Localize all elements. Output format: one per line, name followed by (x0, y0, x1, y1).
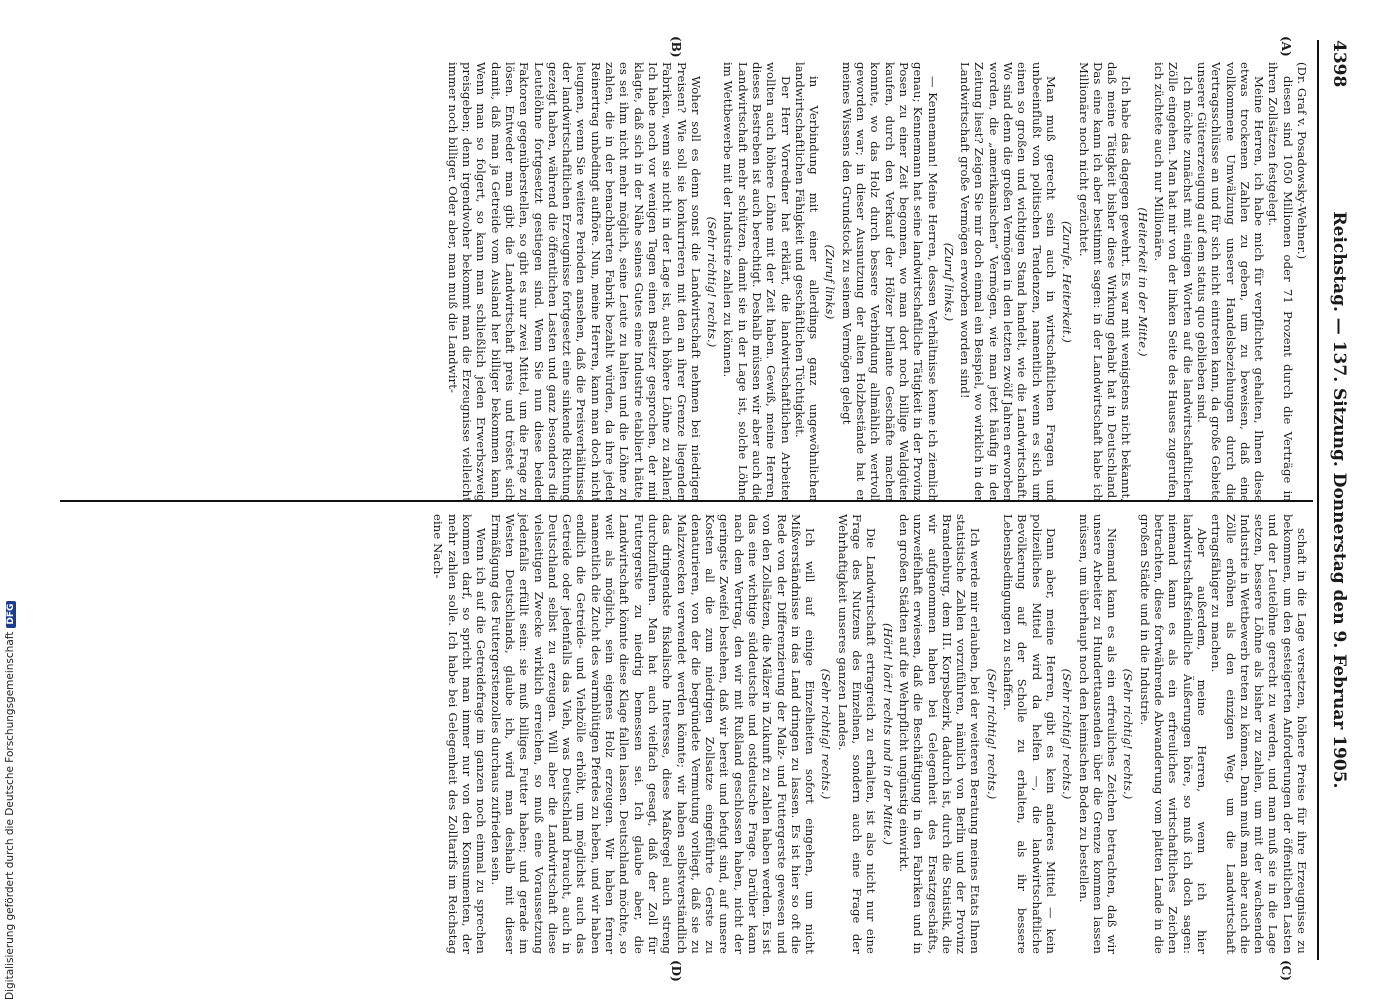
interjection: (Sehr richtig! rechts.) (819, 668, 834, 800)
left-column (445, 62, 1309, 502)
paragraph: Ich habe das dagegen gewehrt. Es war mit wenigstens nicht bekannt, daß meine Tätigkeit bisher diese Wirkung gehabt hat in Deutschland. Das eine kann ich aber bestimmt sagen: in der Landwirtschaft habe ich Millionäre noch nicht gezüchtet. (1076, 62, 1134, 502)
paragraph: Ich will auf einige Einzelheiten sofort eingehen, um nicht Mißverständnisse in das Land dringen zu lassen. Es ist hier so oft die Rede von der Differenzierung der Malz- und Futtergerste gewesen und von den Zollsätzen, die Mälzer in Zukunft zu zahlen haben werden. Es ist das eine wichtige süddeutsche und ostdeutsche Frage. Darüber kann nach dem Vertrag, den wir mit Rußland geschlossen haben, nicht der geringste Zweifel bestehen, daß wir bereit und befugt sind, auf unsere Kosten all die zum niedrigen Zollsatze eingeführte Gerste zu denaturieren, von der die begründete Vermutung vorliegt, daß sie zu Malzzwecken verwendet werden könnte; wir haben selbstverständlich das dringendste fiskalische Interesse, diese Maßregel auch streng durchzuführen. Man hat auch vielfach gesagt, daß der Zoll für Futtergerste zu niedrig bemessen sei. Ich glaube aber, die Landwirtschaft könnte diese Klage fallen lassen. Deutschland möchte, so weit als möglich, sein eigenes Holz erzeugen. Wir haben ferner namentlich die Zucht des warmblütigen Pferdes zu heben, und wir haben endlich die Getreide- und Viehzölle erhöht, um möglichst auch das Getreide oder jedenfalls das Vieh, was Deutschland braucht, auch in Deutschland selbst zu erzeugen. Will aber die Landwirtschaft diese vielseitigen Zwecke wirklich erreichen, so muß eine Voraussetzung jedenfalls erfüllt sein: sie muß billiges Futter haben; und gerade im Westen Deutschlands, glaube ich, wird man deshalb mit dieser Ermäßigung des Futtergerstenzolles durchaus zufrieden sein. (488, 514, 818, 954)
interjection: (Zuruf links.) (941, 242, 956, 322)
paragraph: Der Herr Vorredner hat erklärt, die landwirtschaftlichen Arbeiter wollten auch höhere Löhne mit der Zeit haben. Gewiß, meine Herren, dieses Bestreben ist auch berechtigt. Deshalb müssen wir aber auch die Landwirtschaft mehr schützen, damit sie in der Lage ist, solche Löhne im Wettbewerbe mit der Industrie zahlen zu können. (721, 62, 793, 502)
speaker-name: (Dr. Graf v. Posadowsky-Wehner.) (1295, 62, 1309, 260)
paragraph: Ich möchte zunächst mit einigen Worten auf die landwirtschaftlichen Zölle eingehen. Man hat mir von der linken Seite des Hauses zugerufen, ich züchtete auch nur Millionäre. (1152, 62, 1195, 502)
page-header (1315, 40, 1355, 960)
margin-mark-b: (B) (669, 36, 683, 58)
interjection: (Sehr richtig! rechts.) (1121, 668, 1136, 800)
dfg-logo-icon: DFG (6, 601, 16, 628)
right-column (431, 514, 1309, 954)
interjection: (Hört! hört! rechts und in der Mitte.) (880, 623, 895, 845)
footer-text: Digitalisierung gefördert durch die Deutsche Forschungsgemeinschaft (4, 631, 16, 1000)
paragraph: Dann aber, meine Herren, gibt es kein anderes Mittel — kein polizeiliches Mittel wird da helfen —, die landwirtschaftliche Bevölkerung auf der Scholle zu erhalten, als ihr bessere Lebensbedingungen zu schaffen. (1001, 514, 1058, 954)
interjection: (Zurufe. Heiterkeit.) (1060, 221, 1075, 343)
paragraph: diesen sind 1050 Millionen oder 71 Prozent durch die Verträge in ihren Zollsätzen festgelegt. (1266, 62, 1295, 502)
paragraph: Ich werde mir erlauben, bei der weiteren Beratung meines Etats Ihnen statistische Zahlen vorzuführen, nämlich von Berlin und der Provinz Brandenburg, dem III. Korpsbezirk, dadurch ist, durch die Statistik, die wir aufgenommen haben bei Gelegenheit des Ersatzgeschäfts, unzweifelhaft erwiesen, daß die Beschäftigung in den Fabriken und in den großen Städten auf die Wehrpflicht ungünstig einwirkt. (896, 514, 983, 954)
margin-mark-a: (A) (1279, 36, 1293, 57)
paragraph: Niemand kann es als ein erfreuliches Zeichen betrachten, daß wir unsere Arbeiter zu Hunderttausenden über die Grenze kommen lassen müssen, um überhaupt noch den heimischen Boden zu bestellen. (1076, 514, 1120, 954)
paragraph: Woher soll es denn sonst die Landwirtschaft nehmen bei niedrigen Preisen? Wie soll sie konkurrieren mit den an ihrer Grenze liegenden Fabriken, wenn sie nicht in der Lage ist, auch höhere Löhne zu zahlen? Ich habe noch vor wenigen Tagen einen Besitzer gesprochen, der mir klagte, daß sich in der Nähe seines Gutes eine Industrie etabliert hätte, es sei ihm nicht mehr möglich, seine Leute zu halten und die Löhne zu zahlen, die in der benachbarten Fabrik bezahlt würden, da ihre jeder Reinertrag unbedingt aufhöre. Nun, meine Herren, kann man doch nicht leugnen, wenn Sie weitere Perioden ansehen, daß die Preisverhältnisse der landwirtschaftlichen Erzeugnisse fortgesetzt eine sinkende Richtung gezeigt haben, während die öffentlichen Lasten und ganz besonders die Leutelöhne fortgesetzt gestiegen sind. Wenn Sie nun diese beiden Faktoren gegenüberstellen, so gibt es nur zwei Mittel, um die Frage zu lösen. Entweder man gibt die Landwirtschaft preis und tröstet sich damit, daß man ja Getreide vom Ausland her billiger bekommen kann. Wenn man so folgert, so kann man schließlich jeden Erwerbszweig preisgeben; denn irgendwoher bekommt man die Erzeugnisse vielleicht immer noch billiger. Oder aber, man muß die Landwirt- (445, 62, 703, 502)
digitization-footer (4, 601, 16, 1000)
interjection: (Heiterkeit in der Mitte.) (1135, 207, 1150, 357)
paragraph: Wenn ich auf die Getreidefrage im ganzen noch einmal zu sprechen kommen darf, so spricht man immer nur von den Konsumenten, der mehr zahlen solle. Ich habe bei Gelegenheit des Zolltarifs im Reichstag eine Nach- (431, 514, 489, 954)
interjection: (Sehr richtig! rechts.) (1060, 668, 1075, 800)
paragraph: schaft in die Lage versetzen, höhere Preise für ihre Erzeugnisse zu bekommen, um den gesteigerten Anforderungen der öffentlichen Lasten und der Leutelöhne gerecht zu werden, und man muß sie in die Lage setzen, bessere Löhne als bisher zu zahlen, um mit der wachsenden Industrie in Wettbewerb treten zu können. Dann muß man aber auch die Zölle erhöhen als den einzigen Weg, um die Landwirtschaft ertragsfähiger zu machen. (1209, 514, 1309, 954)
paragraph: Aber außerdem, meine Herren, wenn ich hier landwirtschaftsfeindliche Äußerungen höre, so muß ich doch sagen: niemand kann es als ein erfreuliches wirtschaftliches Zeichen betrachten, diese fortwährende Abwanderung vom platten Lande in die großen Städte und in die Industrie. (1137, 514, 1209, 954)
running-title: Reichstag. — 137. Sitzung. Donnerstag den 9. Februar 1905. (1329, 211, 1349, 789)
paragraph: Meine Herren, ich habe mich für verpflichtet gehalten, Ihnen diese etwas trockenen Zahlen zu geben, um zu beweisen, daß eine vollkommene Umwälzung unserer Handelsbeziehungen durch die Vertragsschlüsse an und für sich nicht eintreten kann, da große Gebiete unserer Gütererzeugung auf dem status quo geblieben sind. (1194, 62, 1267, 502)
header-rule (1317, 40, 1319, 960)
interjection: (Sehr richtig! rechts.) (705, 216, 720, 348)
page-number: 4398 (1329, 40, 1349, 88)
paragraph: in Verbindung mit einer allerdings ganz ungewöhnlichen landwirtschaftlichen Fähigkeit und geschäftlichen Tüchtigkeit. (792, 62, 822, 502)
paragraph: Man muß gerecht sein auch in wirtschaftlichen Fragen und unbeeinflußt von politischen Tendenzen, namentlich wenn es sich um einen so großen und wichtigen Stand handelt, wie die Landwirtschaft. Wo sind denn die großen Vermögen in den letzten zwölf Jahren erworben worden, die „amerikanischen“ Vermögen, wie man jetzt häufig in der Zeitung liest? Zeigen Sie mir doch einmal ein Beispiel, wo wirklich in der Landwirtschaft große Vermögen erworben worden sind! (958, 62, 1058, 502)
margin-mark-d: (D) (669, 960, 683, 982)
paragraph: Die Landwirtschaft ertragreich zu erhalten, ist also nicht nur eine Frage des Nutzens des Einzelnen, sondern auch eine Frage der Wehrhaftigkeit unseres ganzen Landes. (835, 514, 879, 954)
margin-mark-c: (C) (1279, 960, 1293, 981)
interjection: (Zuruf links) (823, 244, 838, 320)
paragraph: — Kennemann! Meine Herren, dessen Verhältnisse kenne ich ziemlich genau; Kennemann hat seine landwirtschaftliche Tätigkeit in der Provinz Posen zu einer Zeit begonnen, wo man dort noch billige Waldgüter kaufen, durch den Verkauf der Hölzer brillante Geschäfte machen konnte, wo das Holz durch bessere Verbindung allmählich wertvoll geworden war; in dieser Ausnutzung der alten Holzbestände hat er meines Wissens den Grundstock zu seinem Vermögen gelegt (839, 62, 940, 502)
interjection: (Sehr richtig! rechts.) (984, 668, 999, 800)
